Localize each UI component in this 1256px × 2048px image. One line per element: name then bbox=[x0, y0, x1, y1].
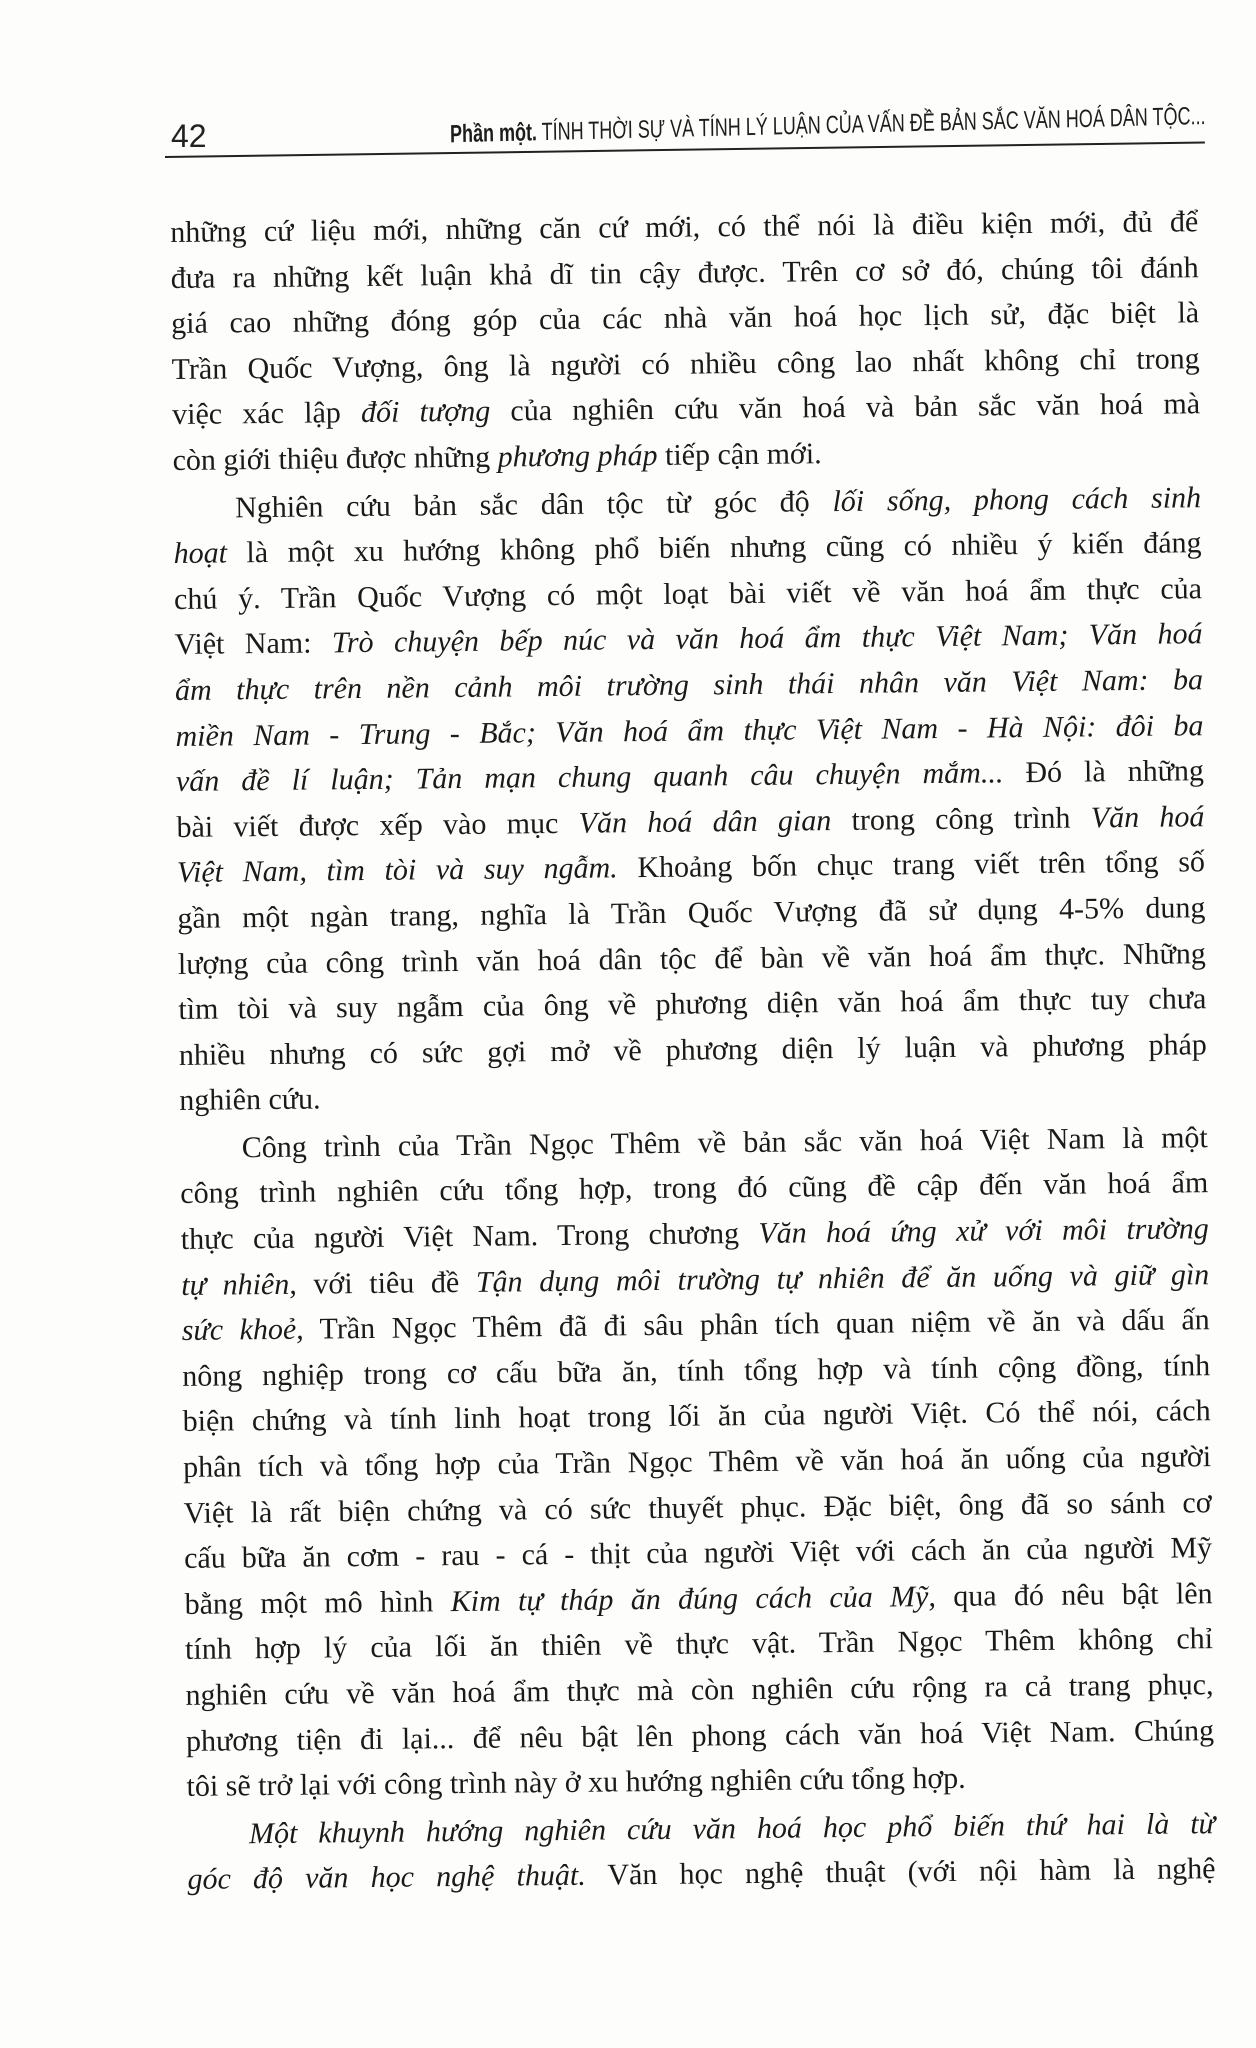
paragraph bbox=[180, 1115, 1215, 1810]
text-segment: Công trình của Trần Ngọc Thêm về bản sắc văn hoá Việt Nam là một bbox=[241, 1121, 1208, 1165]
page-number: 42 bbox=[171, 118, 207, 154]
text-segment: biện chứng và tính linh hoạt trong lối ăn của người Việt. Có thể nói, cách bbox=[182, 1394, 1211, 1439]
italic-text: Văn hoá ứng xử với môi trường bbox=[758, 1212, 1209, 1250]
text-segment: bằng một mô hình bbox=[184, 1584, 451, 1621]
text-line bbox=[186, 1753, 1214, 1809]
italic-text: đối tượng bbox=[360, 395, 491, 430]
text-line bbox=[187, 1847, 1215, 1903]
paragraph bbox=[170, 199, 1201, 483]
text-segment: tôi sẽ trở lại với công trình này ở xu hướng nghiên cứu tổng hợp. bbox=[186, 1761, 966, 1804]
italic-text: Văn hoá dân gian bbox=[578, 803, 832, 840]
italic-text: sức khoẻ, bbox=[181, 1312, 304, 1348]
text-segment: những cứ liệu mới, những căn cứ mới, có thể nói là điều kiện mới, đủ để bbox=[170, 205, 1199, 249]
text-segment: Văn học nghệ thuật (với nội hàm là nghệ bbox=[585, 1852, 1216, 1893]
text-segment: Việt là rất biện chứng và có sức thuyết phục. Đặc biệt, ông đã so sánh cơ bbox=[183, 1485, 1212, 1530]
text-segment: việc xác lập bbox=[171, 396, 362, 432]
italic-text: vấn đề lí luận; Tản mạn chung quanh câu chuyện mắm... bbox=[175, 756, 1004, 799]
italic-text: miền Nam - Trung - Bắc; Văn hoá ẩm thực Việt Nam - Hà Nội: đôi ba bbox=[175, 708, 1204, 753]
italic-text: lối sống, phong cách sinh bbox=[832, 480, 1202, 518]
text-segment: Trần Quốc Vượng, ông là người có nhiều công lao nhất không chỉ trong bbox=[171, 342, 1200, 386]
italic-text: góc độ văn học nghệ thuật. bbox=[187, 1859, 586, 1897]
text-segment: là một xu hướng không phổ biến nhưng cũng có nhiều ý kiến đáng bbox=[226, 526, 1202, 570]
text-segment: với tiêu đề bbox=[296, 1265, 477, 1301]
text-segment: tính hợp lý của lối ăn thiên về thực vật. Trần Ngọc Thêm không chỉ bbox=[184, 1622, 1214, 1667]
text-segment: Việt Nam: bbox=[174, 626, 333, 662]
text-segment: thực của người Việt Nam. Trong chương bbox=[180, 1216, 759, 1257]
text-segment: Trần Ngọc Thêm đã đi sâu phân tích quan niệm về ăn và dấu ấn bbox=[303, 1303, 1210, 1346]
running-title: TÍNH THỜI SỰ VÀ TÍNH LÝ LUẬN CỦA VẤN ĐỀ BẢN SẮC VĂN HOÁ DÂN TỘC... bbox=[540, 102, 1206, 147]
italic-text: tự nhiên, bbox=[181, 1267, 297, 1302]
text-segment: của nghiên cứu văn hoá và bản sắc văn hoá mà bbox=[490, 387, 1201, 429]
text-segment: Nghiên cứu bản sắc dân tộc từ góc độ bbox=[234, 484, 833, 524]
text-segment: Khoảng bốn chục trang viết trên tổng số bbox=[617, 845, 1206, 885]
text-segment: bài viết được xếp vào mục bbox=[176, 806, 579, 844]
text-segment: nghiên cứu về văn hoá ẩm thực mà còn nghiên cứu rộng ra cả trang phục, bbox=[185, 1668, 1214, 1712]
text-segment: công trình nghiên cứu tổng hợp, trong đó cũng đề cập đến văn hoá ẩm bbox=[180, 1166, 1209, 1211]
text-segment: chú ý. Trần Quốc Vượng có một loạt bài viết về văn hoá ẩm thực của bbox=[173, 571, 1203, 616]
paragraph bbox=[173, 475, 1208, 1124]
italic-text: Việt Nam, tìm tòi và suy ngẫm. bbox=[176, 851, 618, 890]
italic-text: Một khuynh hướng nghiên cứu văn hoá học phổ biến thứ hai là từ bbox=[248, 1806, 1216, 1851]
text-segment: nghiên cứu. bbox=[179, 1082, 321, 1118]
text-segment: gần một ngàn trang, nghĩa là Trần Quốc Vượng đã sử dụng 4-5% dung bbox=[177, 891, 1206, 935]
italic-text: hoạt bbox=[173, 536, 228, 571]
text-segment: tìm tòi và suy ngẫm của ông về phương diện văn hoá ẩm thực tuy chưa bbox=[178, 982, 1207, 1027]
body-text bbox=[170, 199, 1216, 1905]
text-segment: nhiều nhưng có sức gợi mở về phương diện lý luận và phương pháp bbox=[178, 1027, 1207, 1072]
text-segment: còn giới thiệu được những bbox=[172, 440, 498, 477]
text-segment: Đó là những bbox=[1003, 754, 1205, 790]
text-segment: cấu bữa ăn cơm - rau - cá - thịt của người Việt với cách ăn của người Mỹ bbox=[183, 1531, 1213, 1576]
text-line bbox=[172, 427, 1200, 483]
page-header bbox=[165, 100, 1205, 160]
text-segment: nông nghiệp trong cơ cấu bữa ăn, tính tổng hợp và tính cộng đồng, tính bbox=[182, 1349, 1211, 1393]
header-rule bbox=[165, 141, 1205, 158]
text-segment: giá cao những đóng góp của các nhà văn hoá học lịch sử, đặc biệt là bbox=[171, 296, 1200, 341]
text-segment: phân tích và tổng hợp của Trần Ngọc Thêm về văn hoá ăn uống của người bbox=[182, 1440, 1212, 1484]
italic-text: Tận dụng môi trường tự nhiên để ăn uống và giữ gìn bbox=[475, 1257, 1210, 1299]
text-segment: tiếp cận mới. bbox=[657, 437, 822, 472]
text-segment: lượng của công trình văn hoá dân tộc để bàn về văn hoá ẩm thực. Những bbox=[177, 936, 1207, 981]
text-segment: qua đó nêu bật lên bbox=[935, 1576, 1213, 1613]
italic-text: ẩm thực trên nền cảnh môi trường sinh thái nhân văn Việt Nam: ba bbox=[174, 663, 1204, 707]
italic-text: phương pháp bbox=[497, 438, 658, 474]
italic-text: Văn hoá bbox=[1090, 799, 1205, 835]
part-label: Phần một. bbox=[449, 118, 537, 149]
italic-text: Trò chuyện bếp núc và văn hoá ẩm thực Việt Nam; Văn hoá bbox=[331, 617, 1203, 660]
paragraph bbox=[187, 1801, 1216, 1903]
text-segment: trong công trình bbox=[831, 801, 1091, 837]
italic-text: Kim tự tháp ăn đúng cách của Mỹ, bbox=[450, 1579, 937, 1618]
text-segment: đưa ra những kết luận khả dĩ tin cậy được. Trên cơ sở đó, chúng tôi đánh bbox=[170, 250, 1199, 295]
text-segment: phương tiện đi lại... để nêu bật lên phong cách văn hoá Việt Nam. Chúng bbox=[185, 1713, 1215, 1758]
